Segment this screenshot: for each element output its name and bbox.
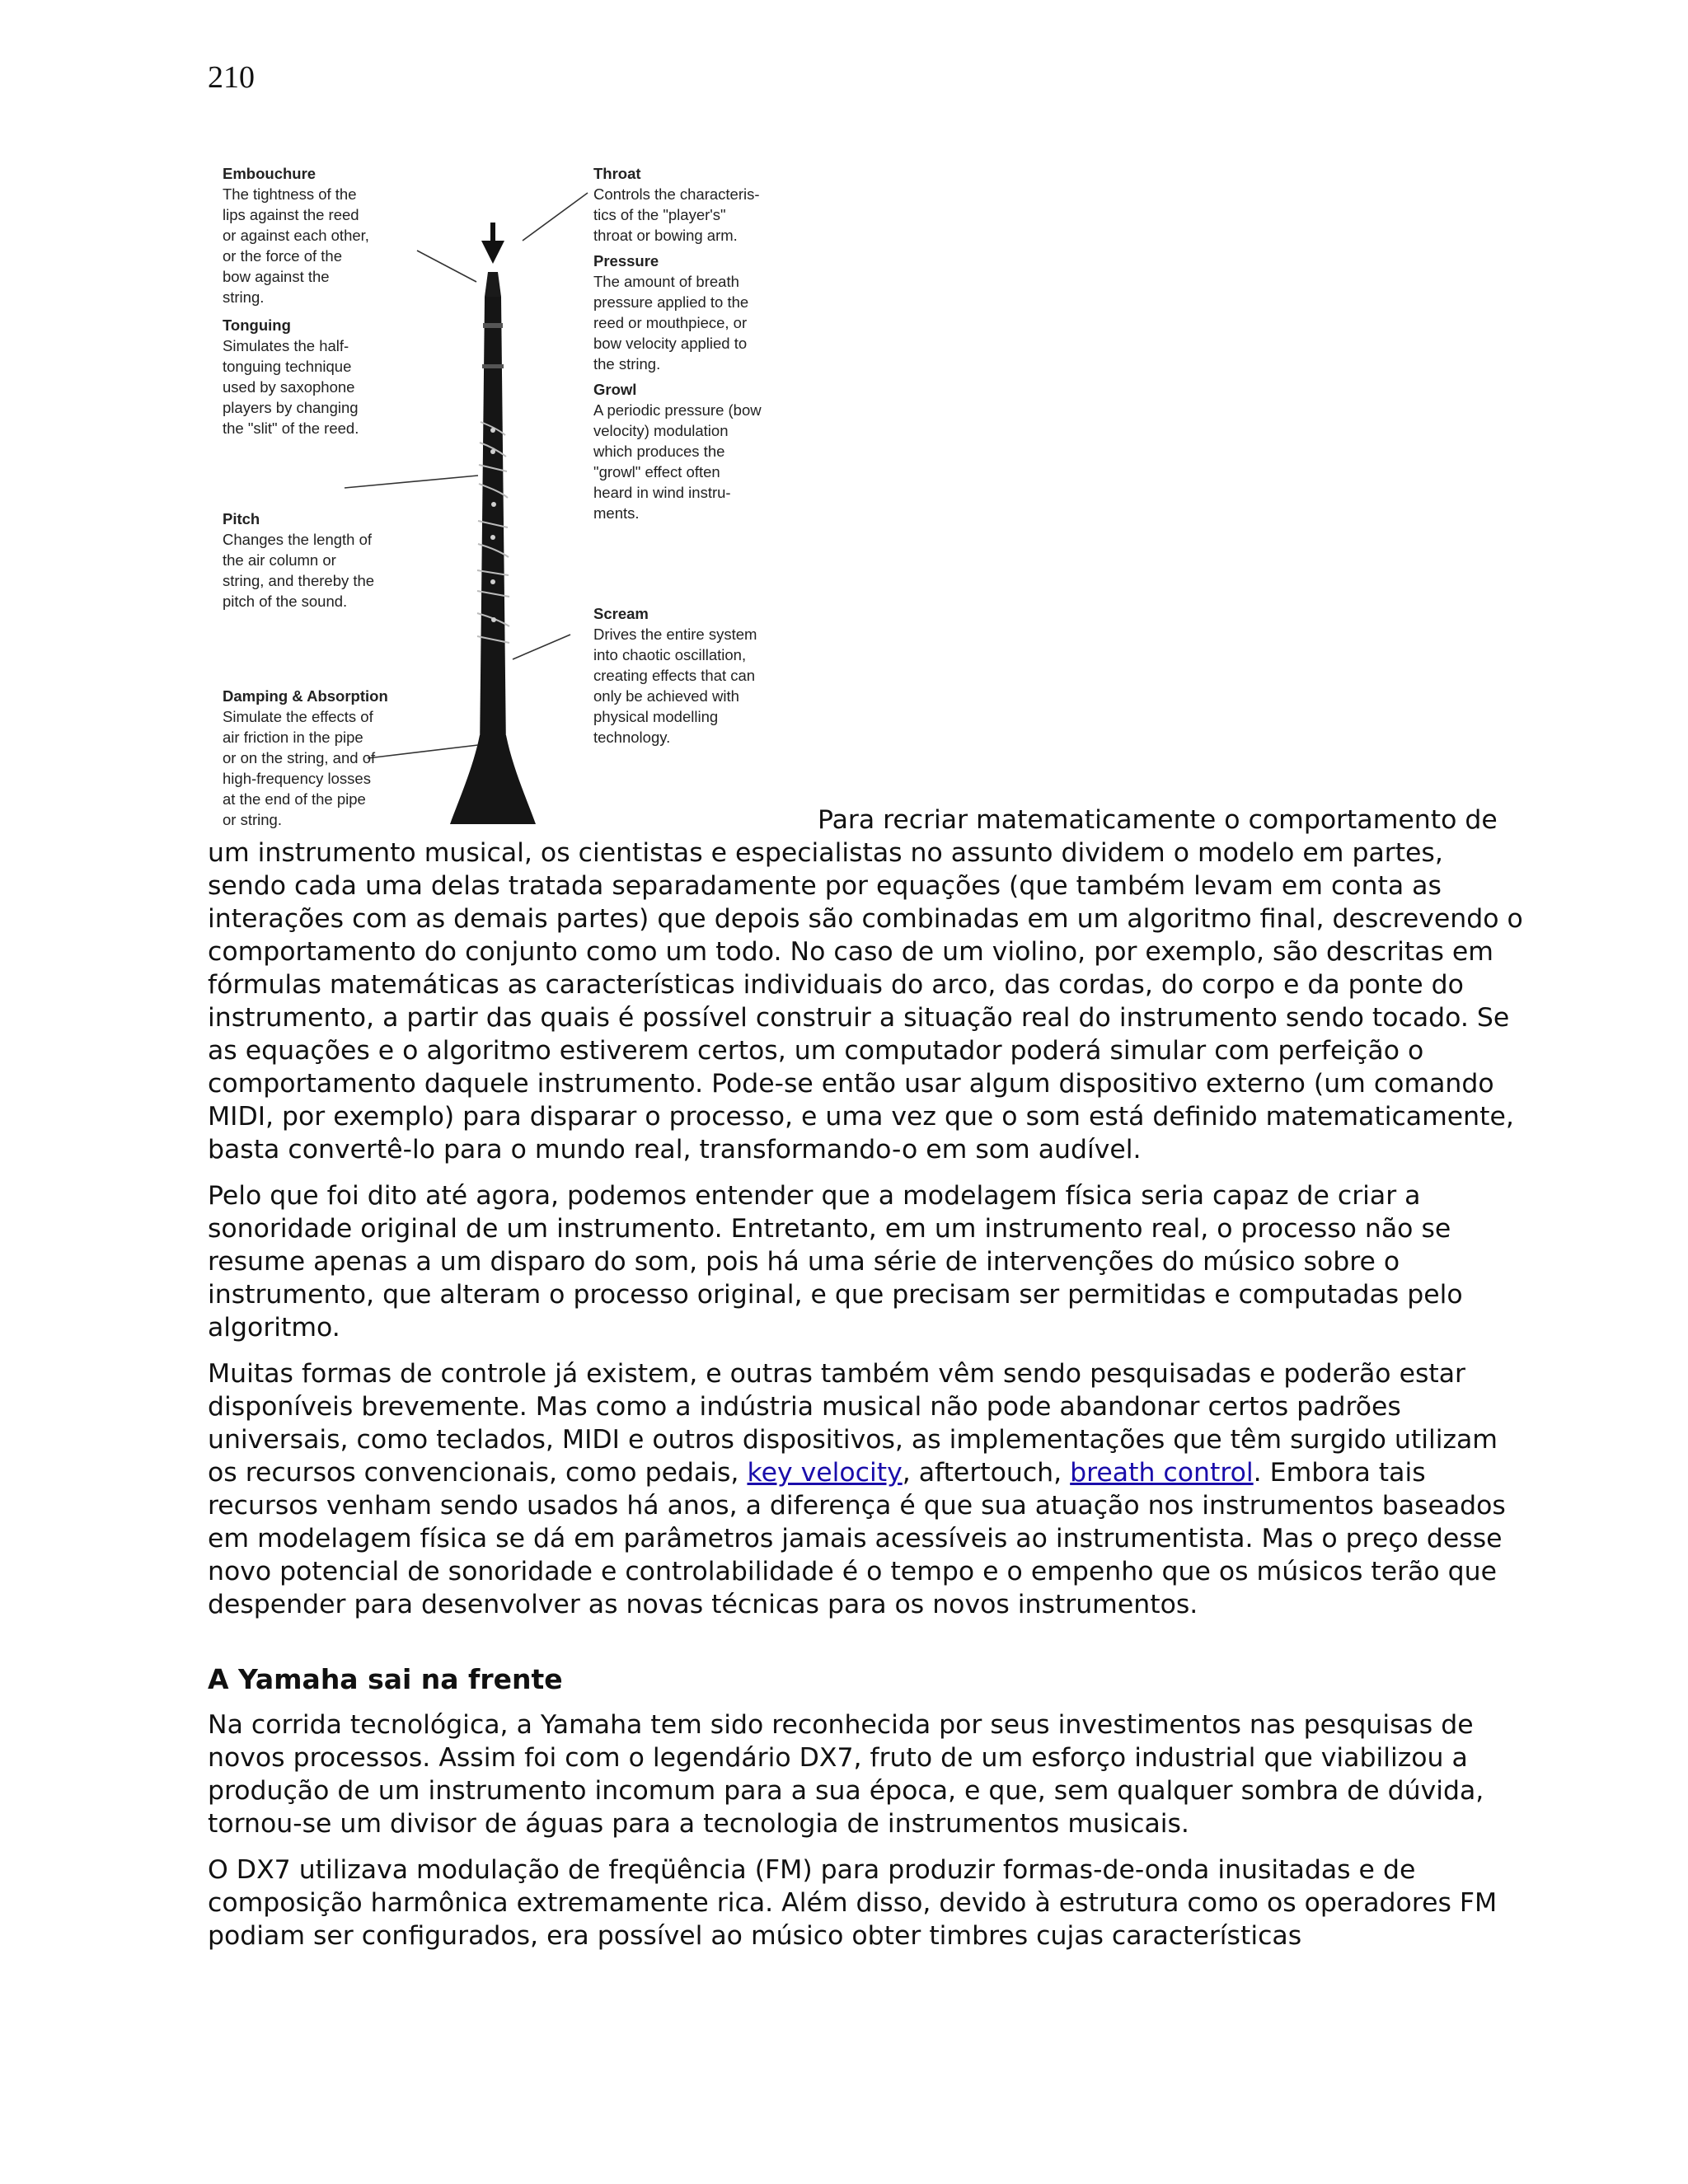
leader-lines — [345, 193, 588, 758]
label-growl — [593, 379, 762, 523]
label-scream — [593, 603, 757, 748]
label-line: or string. — [223, 811, 282, 828]
label-line: used by saxophone — [223, 378, 355, 396]
label-line: ments. — [593, 504, 640, 522]
clarinet-ring — [483, 323, 503, 328]
label-pitch — [223, 509, 374, 612]
label-throat — [593, 163, 760, 246]
label-line: velocity) modulation — [593, 422, 729, 439]
clarinet-ring — [482, 364, 504, 368]
label-line: A periodic pressure (bow — [593, 401, 762, 419]
label-embouchure — [223, 163, 369, 307]
clarinet-mouthpiece — [485, 272, 501, 297]
label-line: at the end of the pipe — [223, 790, 366, 808]
label-line: reed or mouthpiece, or — [593, 314, 748, 331]
label-line: the air column or — [223, 551, 336, 569]
section-heading: A Yamaha sai na frente — [208, 1663, 563, 1695]
label-line: players by changing — [223, 399, 359, 416]
label-heading: Scream — [593, 605, 649, 622]
label-line: which produces the — [593, 443, 725, 460]
label-line: the "slit" of the reed. — [223, 419, 359, 437]
label-heading: Growl — [593, 381, 637, 398]
label-line: technology. — [593, 729, 671, 746]
label-line: tics of the "player's" — [593, 206, 726, 223]
label-heading: Embouchure — [223, 165, 316, 182]
paragraph-control-forms — [208, 1357, 1526, 1621]
label-line: creating effects that can — [593, 667, 756, 684]
label-line: tonguing technique — [223, 358, 352, 375]
label-line: throat or bowing arm. — [593, 227, 738, 244]
page-number: 210 — [208, 60, 255, 95]
label-line: bow against the — [223, 268, 330, 285]
label-line: or the force of the — [223, 247, 343, 265]
paragraph-text: , aftertouch, — [902, 1458, 1071, 1488]
key-velocity-link[interactable]: key velocity — [747, 1458, 903, 1488]
label-line: heard in wind instru- — [593, 484, 731, 501]
article-body — [208, 804, 1526, 1966]
label-line: Drives the entire system — [593, 626, 757, 643]
paragraph-modelling-intro: Para recriar matematicamente o comportamento de um instrumento musical, os cientistas e especialistas no assunto dividem o modelo em partes, sendo cada uma delas tratada separadamente por equações (que também levam em conta as interações com as demais partes) que depois são combinadas em um algoritmo final, descrevendo o comportamento do conjunto como um todo. No caso de um violino, por exemplo, são descritas em fórmulas matemáticas as características individuais do arco, das cordas, do corpo e da ponte do instrumento, a partir das quais é possível construir a situação real do instrumento sendo tocado. Se as equações e o algoritmo estiverem certos, um computador poderá simular com perfeição o comportamento daquele instrumento. Pode-se então usar algum dispositivo externo (um comando MIDI, por exemplo) para disparar o processo, e uma vez que o som está definido matematicamente, basta convertê-lo para o mundo real, transformando-o em som audível. — [208, 805, 1523, 1165]
label-line: "growl" effect often — [593, 463, 720, 480]
label-line: pressure applied to the — [593, 293, 749, 311]
clarinet-figure — [213, 158, 823, 842]
label-heading: Pressure — [593, 252, 659, 269]
paragraph-yamaha-dx7: Na corrida tecnológica, a Yamaha tem sido reconhecida por seus investimentos nas pesquisas de novos processos. Assim foi com o legendário DX7, fruto de um esforço industrial que viabilizou a produção de um instrumento incomum para a sua época, e que, sem qualquer sombra de dúvida, tornou-se um divisor de águas para a tecnologia de instrumentos musicais. — [208, 1710, 1484, 1839]
paragraph-text: . Embora tais recursos venham sendo usados há anos, a diferença é que sua atuação nos instrumentos baseados em modelagem física se dá em parâmetros jamais acessíveis ao instrumentista. Mas o preço desse novo potencial de sonoridade e controlabilidade é o tempo e o empenho que os músicos terão que despender para desenvolver as novas técnicas para os novos instrumentos. — [208, 1458, 1506, 1619]
paragraph-dx7-fm: O DX7 utilizava modulação de freqüência (FM) para produzir formas-de-onda inusitadas e de composição harmônica extremamente rica. Além disso, devido à estrutura como os operadores FM podiam ser configurados, era possível ao músico obter timbres cujas características — [208, 1855, 1498, 1951]
arrow-head — [481, 241, 504, 264]
label-line: string, and thereby the — [223, 572, 375, 589]
label-line: high-frequency losses — [223, 770, 371, 787]
label-line: into chaotic oscillation, — [593, 646, 747, 663]
label-heading: Tonguing — [223, 316, 291, 334]
label-line: only be achieved with — [593, 687, 739, 705]
label-line: lips against the reed — [223, 206, 359, 223]
paragraph-original-sound: Pelo que foi dito até agora, podemos entender que a modelagem física seria capaz de criar a sonoridade original de um instrumento. Entretanto, em um instrumento real, o processo não se resume apenas a um disparo do som, pois há uma série de intervenções do músico sobre o instrumento, que alteram o processo original, e que precisam ser permitidas e computadas pelo algoritmo. — [208, 1181, 1463, 1343]
label-line: or on the string, and of — [223, 749, 376, 766]
label-line: Simulates the half- — [223, 337, 349, 354]
breath-control-link[interactable]: breath control — [1070, 1458, 1254, 1488]
label-line: Simulate the effects of — [223, 708, 373, 725]
label-heading: Pitch — [223, 510, 260, 527]
label-line: string. — [223, 288, 265, 306]
label-line: pitch of the sound. — [223, 593, 348, 610]
label-line: Changes the length of — [223, 531, 373, 548]
label-line: air friction in the pipe — [223, 729, 363, 746]
label-line: bow velocity applied to — [593, 335, 748, 352]
label-line: Controls the characteris- — [593, 185, 760, 203]
paragraph-text: Muitas formas de controle já existem, e outras também vêm sendo pesquisadas e poderão estar disponíveis brevemente. Mas como a indústria musical não pode abandonar certos padrões universais, como teclados, MIDI e outros dispositivos, as implementações que têm surgido utilizam os recursos convencionais, como pedais, — [208, 1359, 1498, 1488]
label-line: The tightness of the — [223, 185, 357, 203]
label-line: The amount of breath — [593, 273, 739, 290]
label-line: or against each other, — [223, 227, 369, 244]
label-pressure — [593, 251, 748, 374]
label-tonguing — [223, 315, 359, 438]
label-heading: Damping & Absorption — [223, 687, 388, 705]
label-line: the string. — [593, 355, 661, 373]
label-heading: Throat — [593, 165, 641, 182]
label-line: physical modelling — [593, 708, 719, 725]
